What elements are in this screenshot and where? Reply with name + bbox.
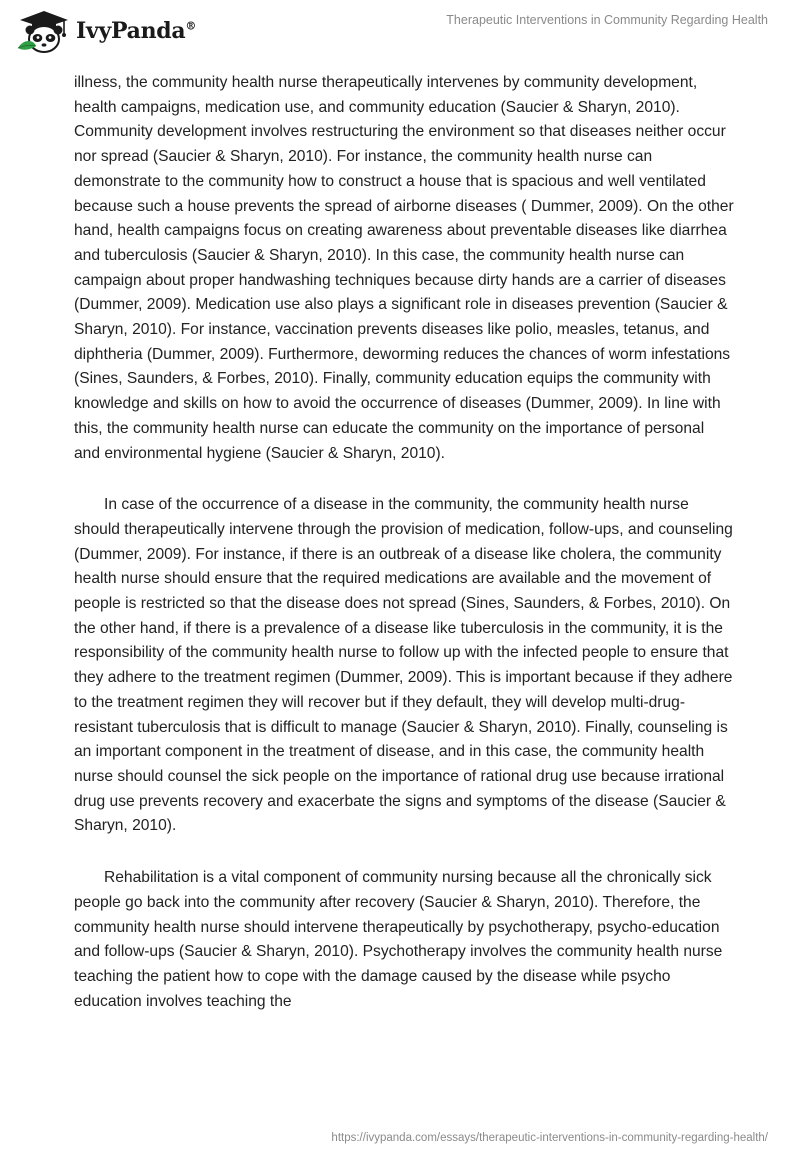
registered-mark: ®: [185, 19, 197, 33]
essay-body: [74, 71, 734, 1041]
page-header: [0, 0, 800, 62]
paragraph: Rehabilitation is a vital component of community nursing because all the chronically sick people go back into the community after recovery (Saucier & Sharyn, 2010). Therefore, the community health nurse should intervene therapeutically by psychotherapy, psycho-education and follow-ups (Saucier & Sharyn, 2010). Psychotherapy involves the community health nurse teaching the patient how to cope with the damage caused by the disease while psycho education involves teaching the: [74, 869, 723, 1010]
ivypanda-logo[interactable]: [14, 8, 196, 54]
source-url[interactable]: https://ivypanda.com/essays/therapeutic-interventions-in-community-regarding-health/: [331, 1132, 768, 1144]
panda-graduate-icon: [14, 8, 74, 54]
document-title: Therapeutic Interventions in Community Regarding Health: [446, 13, 768, 27]
paragraph: In case of the occurrence of a disease in the community, the community health nurse should therapeutically intervene through the provision of medication, follow-ups, and counseling (Dummer, 2009). For instance, if there is an outbreak of a disease like cholera, the community health nurse should ensure that the required medications are available and the movement of people is restricted so that the disease does not spread (Sines, Saunders, & Forbes, 2010). On the other hand, if there is a prevalence of a disease like tuberculosis in the community, it is the responsibility of the community health nurse to follow up with the infected people to ensure that they adhere to the treatment regimen (Dummer, 2009). This is important because if they adhere to the treatment regimen they will recover but if they default, they will develop multi-drug-resistant tuberculosis that is difficult to manage (Saucier & Sharyn, 2010). Finally, counseling is an important component in the treatment of disease, and in this case, the community health nurse should counsel the sick people on the importance of rational drug use because irrational drug use prevents recovery and exacerbate the signs and symptoms of the disease (Saucier & Sharyn, 2010).: [74, 496, 733, 835]
brand-name: IvyPanda®: [76, 18, 197, 44]
paragraph-continued: illness, the community health nurse therapeutically intervenes by community development, health campaigns, medication use, and community education (Saucier & Sharyn, 2010). Community development involves restructuring the environment so that diseases neither occur nor spread (Saucier & Sharyn, 2010). For instance, the community health nurse can demonstrate to the community how to construct a house that is spacious and well ventilated because such a house prevents the spread of airborne diseases ( Dummer, 2009). On the other hand, health campaigns focus on creating awareness about preventable diseases like diarrhea and tuberculosis (Saucier & Sharyn, 2010). In this case, the community health nurse can campaign about proper handwashing techniques because dirty hands are a carrier of diseases (Dummer, 2009). Medication use also plays a significant role in diseases prevention (Saucier & Sharyn, 2010). For instance, vaccination prevents diseases like polio, measles, tetanus, and diphtheria (Dummer, 2009). Furthermore, deworming reduces the chances of worm infestations (Sines, Saunders, & Forbes, 2010). Finally, community education equips the community with knowledge and skills on how to avoid the occurrence of diseases (Dummer, 2009). In line with this, the community health nurse can educate the community on the importance of personal and environmental hygiene (Saucier & Sharyn, 2010).: [74, 74, 734, 462]
